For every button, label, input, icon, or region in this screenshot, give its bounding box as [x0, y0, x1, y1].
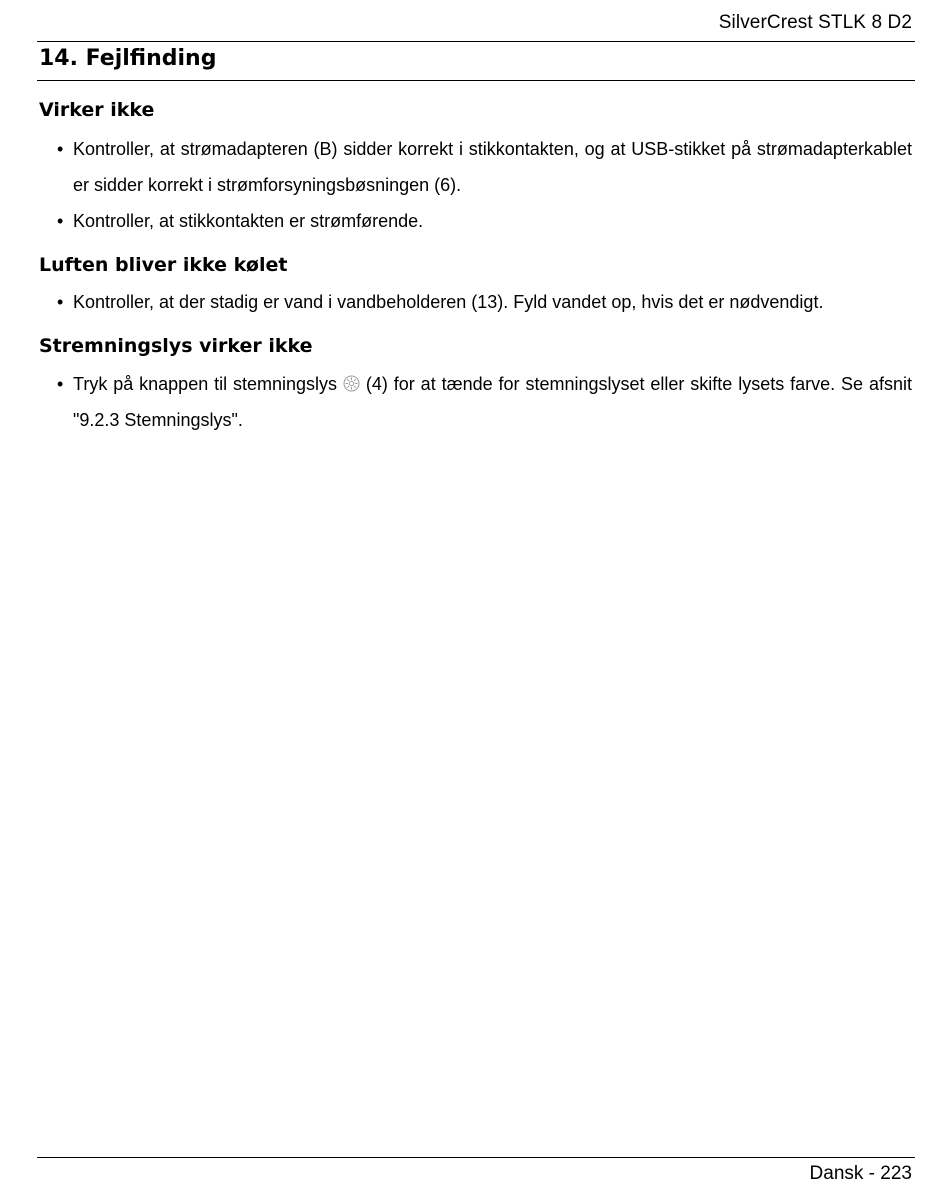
list-item-text: Kontroller, at stikkontakten er strømførende.: [73, 211, 424, 231]
mood-light-icon: [343, 368, 360, 385]
list-item-text-part: (4) for at tænde for stemningslyset eller skifte lysets farve. Se afsnit "9.2.3 Stemningslys".: [73, 374, 912, 430]
section-heading-luften-kolet: Luften bliver ikke kølet: [39, 254, 288, 276]
header-model-name: SilverCrest STLK 8 D2: [718, 12, 912, 33]
page-number: Dansk - 223: [809, 1163, 912, 1184]
list-item-text: [73, 366, 912, 438]
bullet-dot: •: [57, 374, 64, 394]
list-item-text: Kontroller, at strømadapteren (B) sidder korrekt i stikkontakten, og at USB-stikket på strømadapterkablet er sidder korrekt i strømforsyningsbøsningen (6).: [73, 139, 912, 195]
section-heading-stemningslys: Stremningslys virker ikke: [39, 335, 313, 357]
bullet-dot: •: [57, 211, 64, 231]
header-divider: [37, 41, 915, 42]
list-item: [57, 366, 912, 438]
list-item: [57, 131, 912, 203]
bullet-dot: •: [57, 139, 64, 159]
bullet-dot: •: [57, 292, 64, 312]
list-item: [57, 203, 912, 239]
list-item-text-part: Tryk på knappen til stemningslys: [73, 374, 338, 394]
list-item: [57, 284, 912, 320]
list-item-text: Kontroller, at der stadig er vand i vandbeholderen (13). Fyld vandet op, hvis det er nødvendigt.: [73, 292, 824, 312]
chapter-divider: [37, 80, 915, 81]
chapter-title: 14. Fejlfinding: [39, 46, 217, 71]
section-heading-virker-ikke: Virker ikke: [39, 99, 155, 121]
footer-divider: [37, 1157, 915, 1158]
